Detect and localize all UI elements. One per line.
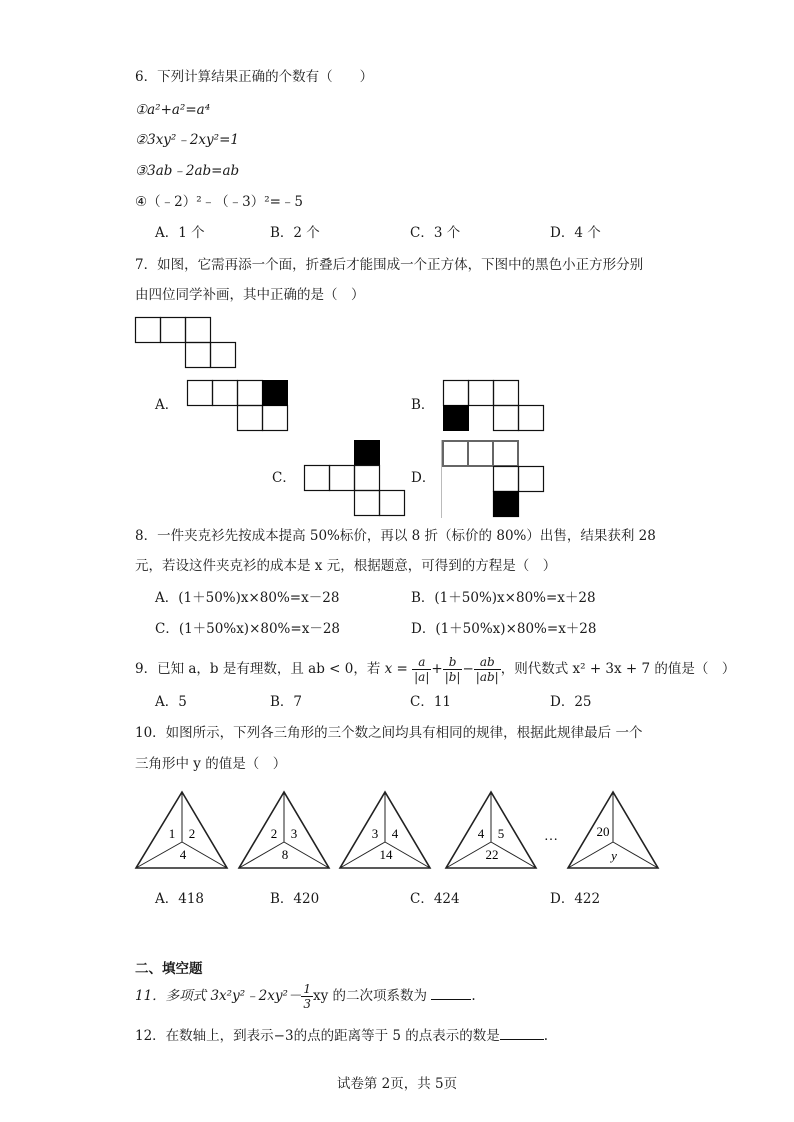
triangle-4-c: 22 — [485, 847, 499, 862]
q9-frac-b-den: |b| — [444, 670, 461, 684]
q8-stem-line1: 8．一件夹克衫先按成本提高 50%标价，再以 8 折（标价的 80%）出售，结果获利 28 — [135, 528, 656, 544]
q9-frac-b-num: b — [443, 655, 463, 670]
q6-option-b: B．2 个 — [270, 225, 320, 241]
q9-option-c: C．11 — [410, 694, 452, 710]
q7-label-a: A． — [155, 397, 179, 413]
triangle-5-a: 20 — [596, 824, 610, 839]
q10-option-a: A．418 — [155, 891, 205, 907]
q12-end: . — [543, 1028, 549, 1044]
q11-line — [135, 980, 476, 1012]
q6-item-3: ③3ab﹣2ab=ab — [135, 163, 240, 179]
q8-option-a: A．(1＋50%)x×80%=x－28 — [155, 590, 340, 606]
q12-answer-blank[interactable] — [500, 1039, 544, 1040]
triangle-2 — [239, 792, 329, 868]
q7-label-d: D． — [411, 470, 436, 486]
q10-stem-line2: 三角形中 y 的值是（ ） — [135, 756, 287, 772]
q6-option-c: C．3 个 — [410, 225, 461, 241]
triangle-4-b: 5 — [497, 826, 505, 841]
q10-option-c: C．424 — [410, 891, 460, 907]
q10-option-d: D．422 — [550, 891, 601, 907]
q9-frac-ab-den: |ab| — [475, 670, 499, 684]
q11-pre: 11．多项式 3x²y²﹣2xy²－ — [135, 988, 302, 1004]
q11-frac-num: 1 — [303, 982, 312, 996]
q8-option-d: D．(1＋50%x)×80%=x＋28 — [411, 621, 597, 637]
triangle-4 — [446, 792, 536, 868]
q7-label-b: B． — [411, 397, 435, 413]
q8-option-c: C．(1＋50%x)×80%=x－28 — [155, 621, 340, 637]
q11-frac — [301, 982, 313, 1011]
triangle-2-b: 3 — [290, 826, 298, 841]
triangle-1-c: 4 — [179, 847, 187, 862]
triangle-ellipsis: … — [544, 829, 558, 844]
q11-post: xy 的二次项系数为 — [313, 988, 428, 1004]
q9-stem-post: ，则代数式 x² + 3x + 7 的值是（ ） — [500, 661, 736, 677]
q6-option-d: D．4 个 — [550, 225, 601, 241]
q9-option-a: A．5 — [155, 694, 187, 710]
q11-end: . — [471, 988, 476, 1004]
triangle-1-a: 1 — [168, 826, 176, 841]
q6-item-1: ①a²+a²=a⁴ — [135, 102, 211, 118]
triangle-3-a: 3 — [371, 826, 379, 841]
q12-line — [135, 1027, 548, 1045]
q6-stem: 6．下列计算结果正确的个数有（ ） — [135, 69, 374, 85]
q9-frac-a-num: a — [412, 655, 431, 670]
triangle-5 — [568, 792, 658, 868]
q9-stem-pre: 9．已知 a，b 是有理数，且 ab < 0，若 — [135, 661, 381, 677]
q7-label-c: C． — [272, 470, 296, 486]
q8-stem-line2: 元，若设这件夹克衫的成本是 x 元，根据题意，可得到的方程是（ ） — [135, 558, 557, 574]
triangle-4-a: 4 — [477, 826, 485, 841]
triangle-3-b: 4 — [391, 826, 399, 841]
q6-option-a: A．1 个 — [155, 225, 205, 241]
triangle-3-c: 14 — [379, 847, 393, 862]
section-title: 二、填空题 — [135, 961, 203, 977]
q6-item-4: ④（﹣2）²﹣（﹣3）²=﹣5 — [135, 194, 304, 210]
q12-text: 12．在数轴上，到表示−3的点的距离等于 5 的点表示的数是 — [135, 1028, 500, 1044]
q10-option-b: B．420 — [270, 891, 320, 907]
q9-frac-a-den: |a| — [414, 670, 430, 684]
triangle-5-y: y — [611, 848, 617, 863]
triangle-2-a: 2 — [270, 826, 278, 841]
q7-stem-line1: 7．如图，它需再添一个面，折叠后才能围成一个正方体，下图中的黑色小正方形分别 — [135, 257, 644, 273]
triangle-2-c: 8 — [281, 847, 289, 862]
q9-x-eq: x = — [384, 661, 408, 677]
triangle-1-b: 2 — [188, 826, 196, 841]
q8-option-b: B．(1＋50%)x×80%=x＋28 — [411, 590, 596, 606]
q9-option-b: B．7 — [270, 694, 303, 710]
q11-answer-blank[interactable] — [431, 999, 471, 1000]
q9-option-d: D．25 — [550, 694, 592, 710]
triangle-1 — [136, 792, 227, 868]
q11-frac-den: 3 — [303, 997, 312, 1011]
q9-frac-ab-num: ab — [474, 655, 501, 670]
page-footer: 试卷第 2页，共 5页 — [336, 1076, 458, 1092]
q9-stem: 9．已知 a，b 是有理数，且 ab < 0，若 x = $\frac{a}{|a|}$ + $\frac{b}{|b|}$ − $\frac{ab}{|ab|}$ ，则代数式 x² + 3x + 7 的值是（ ） — [135, 655, 736, 684]
q6-item-2: ②3xy²﹣2xy²=1 — [135, 132, 239, 148]
q7-stem-line2: 由四位同学补画，其中正确的是（ ） — [135, 287, 365, 303]
triangle-3 — [340, 792, 430, 868]
q10-stem-line1: 10．如图所示，下列各三角形的三个数之间均具有相同的规律，根据此规律最后 一个 — [135, 725, 643, 741]
